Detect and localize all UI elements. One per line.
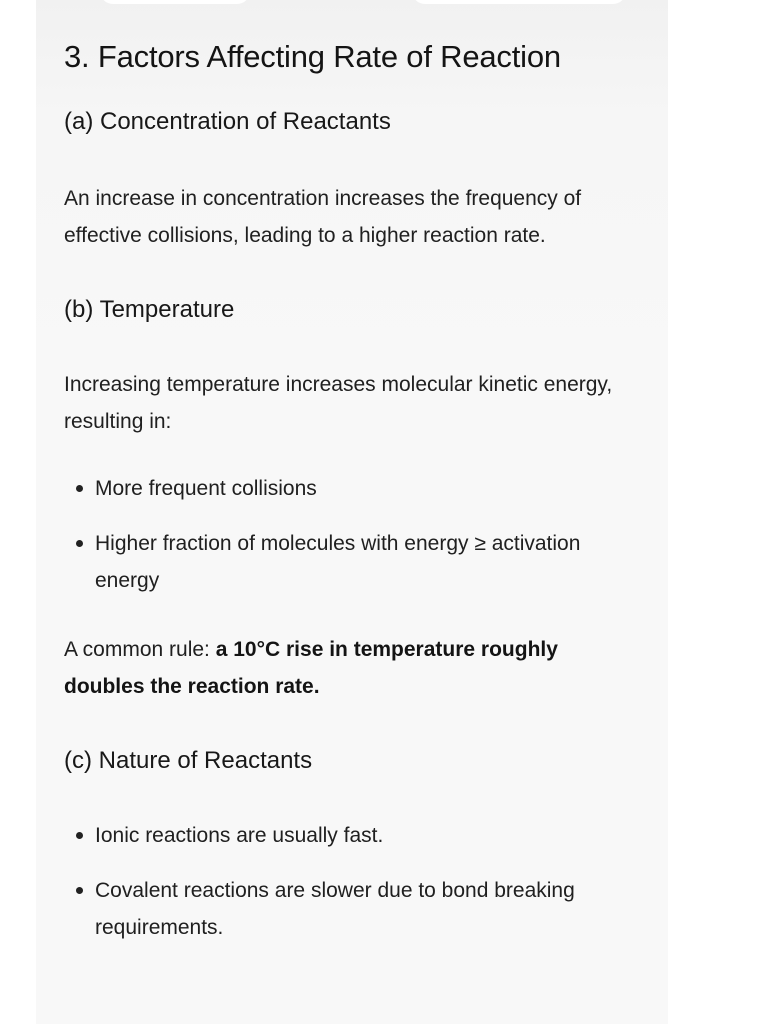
bullet-icon: [76, 485, 83, 492]
rule-emphasis: a 10°C rise in temperature roughly doubles the reaction rate.: [64, 638, 558, 698]
list-item: [64, 525, 644, 599]
bullet-icon: [76, 832, 83, 839]
list-item-text: Higher fraction of molecules with energy ≥ activation energy: [95, 532, 581, 592]
temperature-rule-paragraph: [64, 631, 644, 705]
list-item: [64, 872, 644, 946]
nature-bullet-list: [64, 817, 644, 946]
temperature-intro-paragraph: Increasing temperature increases molecular kinetic energy, resulting in:: [64, 373, 613, 433]
list-item: [64, 470, 644, 507]
top-pill-right: [412, 0, 626, 4]
temperature-bullet-list: [64, 470, 644, 599]
bullet-icon: [76, 887, 83, 894]
subsection-heading-nature: (c) Nature of Reactants: [64, 747, 313, 774]
subsection-heading-temperature: (b) Temperature: [64, 296, 235, 323]
list-item: [64, 817, 644, 854]
concentration-paragraph: An increase in concentration increases the frequency of effective collisions, leading to a higher reaction rate.: [64, 187, 582, 247]
subsection-heading-concentration: (a) Concentration of Reactants: [64, 108, 391, 135]
article-content: [64, 32, 644, 946]
content-panel: [36, 0, 668, 1024]
bullet-icon: [76, 540, 83, 547]
top-pill-left: [100, 0, 250, 4]
list-item-text: More frequent collisions: [95, 477, 317, 500]
list-item-text: Ionic reactions are usually fast.: [95, 824, 384, 847]
list-item-text: Covalent reactions are slower due to bond breaking requirements.: [95, 879, 575, 939]
rule-prefix: A common rule:: [64, 638, 216, 661]
section-title: 3. Factors Affecting Rate of Reaction: [64, 39, 561, 74]
